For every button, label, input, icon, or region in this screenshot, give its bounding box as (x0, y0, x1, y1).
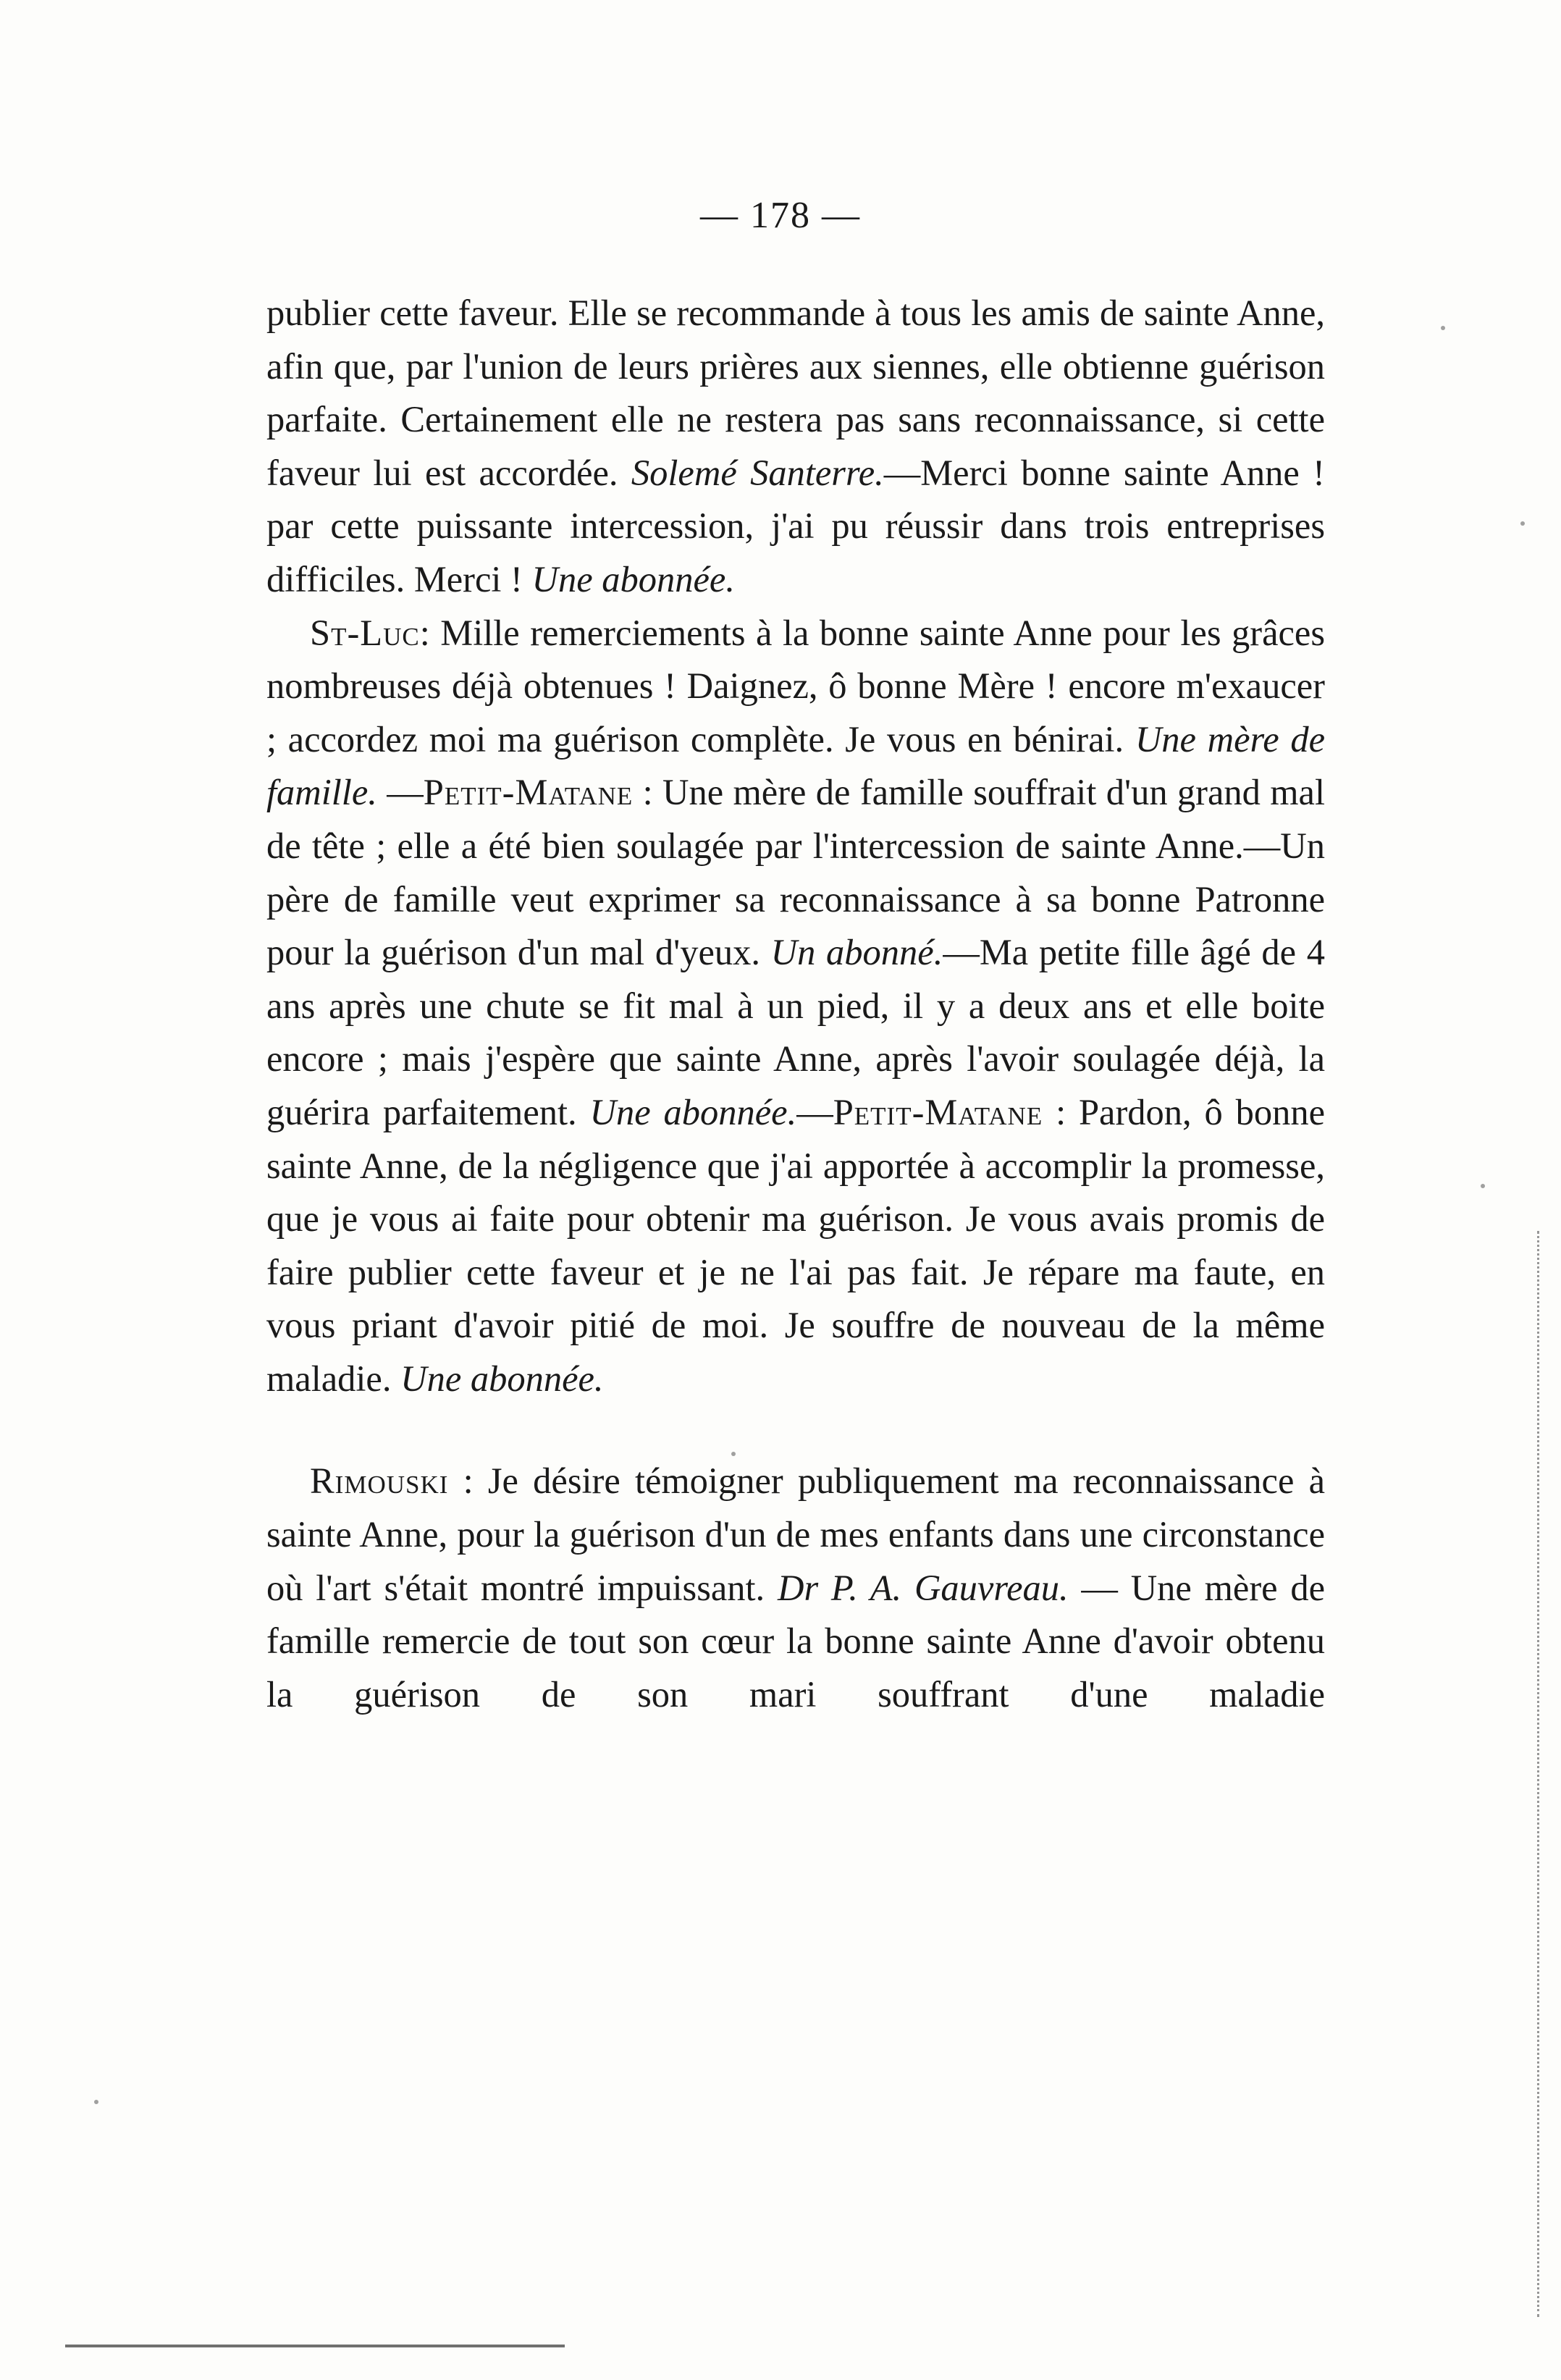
signature-text: Une mère de famille. (266, 718, 1326, 813)
place-name: Rimouski (310, 1460, 449, 1502)
page-number: — 178 — (700, 195, 861, 236)
paragraph (266, 607, 1325, 1406)
body-text (266, 287, 1325, 1721)
ink-speck (1520, 521, 1525, 526)
text-run: — Une mère de famille remercie de tout son cœur la bonne sainte Anne d'avoir obtenu la guérison de son mari souffrant d'une maladie (266, 1567, 1325, 1715)
bottom-rule (65, 2345, 565, 2347)
text-run: — (376, 772, 424, 813)
text-run: —Ma petite fille âgé de 4 ans après une chute se fit mal à un pied, il y a deux ans et elle boite encore ; mais j'espère que sainte Anne, après l'avoir soulagée déjà, la guérira parfaitement. (266, 932, 1325, 1132)
text-run: publier cette faveur. Elle se recommande à tous les amis de sainte Anne, afin que, par l'union de leurs prières aux siennes, elle obtienne guérison parfaite. Certainement elle ne restera pas sans reconnaissance, si cette faveur lui est accordée. (266, 293, 1325, 493)
page-edge-marks (1537, 1231, 1561, 2317)
signature-text: Une abonnée. (400, 1358, 604, 1399)
place-name: Petit-Matane (423, 772, 634, 813)
ink-speck (1481, 1184, 1485, 1188)
signature-text: Une abonnée. (531, 558, 735, 600)
text-run: : Une mère de famille souffrait d'un grand mal de tête ; elle a été bien soulagée par l'intercession de sainte Anne.—Un père de famille veut exprimer sa reconnaissance à sa bonne Patronne pour la guérison d'un mal d'yeux. (266, 772, 1325, 973)
text-run: : Je désire témoigner publiquement ma reconnaissance à sainte Anne, pour la guérison d'un de mes enfants dans une circonstance où l'art s'était montré impuissant. (266, 1460, 1325, 1608)
ink-speck (94, 2100, 98, 2104)
place-name: Petit-Matane (833, 1091, 1043, 1132)
text-run: : Mille remerciements à la bonne sainte Anne pour les grâces nombreuses déjà obtenues ! Daignez, ô bonne Mère ! encore m'exaucer ; accordez moi ma guérison complète. Je vous en bénirai. (266, 612, 1325, 760)
ink-speck (1441, 326, 1445, 330)
text-run: —Merci bonne sainte Anne ! par cette puissante intercession, j'ai pu réussir dans trois entreprises difficiles. Merci ! (266, 452, 1325, 600)
signature-text: Dr P. A. Gauvreau. (777, 1567, 1069, 1608)
text-run: : Pardon, ô bonne sainte Anne, de la négligence que j'ai apportée à accomplir la promesse, que je vous ai faite pour obtenir ma guérison. Je vous avais promis de faire publier cette faveur et je ne l'ai pas fait. Je répare ma faute, en vous priant d'avoir pitié de moi. Je souffre de nouveau de la même maladie. (266, 1091, 1326, 1399)
signature-text: Solemé Santerre. (631, 452, 884, 493)
paragraph (266, 287, 1325, 607)
paragraph (266, 1455, 1325, 1721)
signature-text: Une abonnée. (589, 1091, 797, 1132)
signature-text: Un abonné. (770, 932, 943, 973)
text-run: — (796, 1091, 833, 1132)
ink-speck (731, 1452, 736, 1456)
place-name: St-Luc (310, 612, 420, 653)
